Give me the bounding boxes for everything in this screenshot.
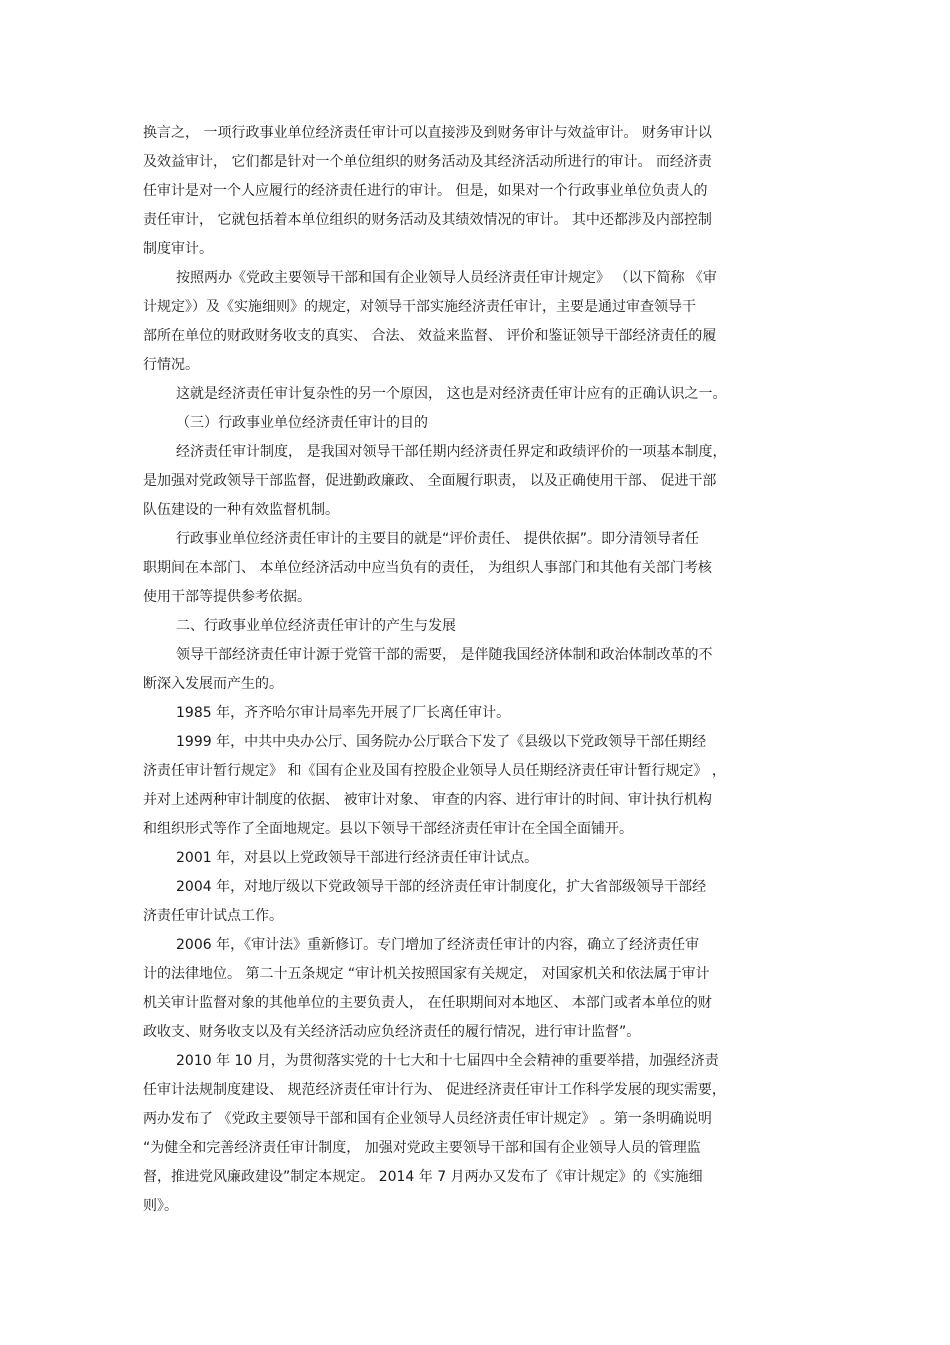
text-line: 计的法律地位。 第二十五条规定 “审计机关按照国家有关规定， 对国家机关和依法属于审计 — [143, 966, 710, 982]
text-line: 行情况。 — [143, 357, 199, 373]
text-line: 二、行政事业单位经济责任审计的产生与发展 — [176, 618, 456, 634]
text-line: 机关审计监督对象的其他单位的主要负责人， 在任职期间对本地区、 本部门或者本单位的财 — [143, 995, 712, 1011]
text-line: 济责任审计暂行规定》 和《国有企业及国有控股企业领导人员任期经济责任审计暂行规定》 ， — [143, 763, 726, 779]
text-line: 队伍建设的一种有效监督机制。 — [143, 502, 339, 518]
text-line: 1985 年，齐齐哈尔审计局率先开展了厂长离任审计。 — [176, 705, 511, 721]
text-line: 制度审计。 — [143, 241, 213, 257]
text-line: 职期间在本部门、 本单位经济活动中应当负有的责任， 为组织人事部门和其他有关部门考核 — [143, 560, 712, 576]
text-line: 这就是经济责任审计复杂性的另一个原因， 这也是对经济责任审计应有的正确认识之一。 — [176, 386, 727, 402]
text-line: （三）行政事业单位经济责任审计的目的 — [176, 415, 428, 431]
text-line: 政收支、财务收支以及有关经济活动应负经济责任的履行情况，进行审计监督”。 — [143, 1024, 641, 1040]
text-line: 济责任审计试点工作。 — [143, 908, 283, 924]
text-line: 2001 年，对县以上党政领导干部进行经济责任审计试点。 — [176, 850, 539, 866]
text-line: 2010 年 10 月，为贯彻落实党的十七大和十七届四中全会精神的重要举措，加强经济责 — [176, 1053, 719, 1069]
text-line: 领导干部经济责任审计源于党管干部的需要， 是伴随我国经济体制和政治体制改革的不 — [176, 647, 713, 663]
text-line: 是加强对党政领导干部监督，促进勤政廉政、 全面履行职责， 以及正确使用干部、 促进干部 — [143, 473, 717, 489]
text-line: 计规定》）及《实施细则》的规定，对领导干部实施经济责任审计，主要是通过审查领导干 — [143, 299, 696, 315]
text-line: “为健全和完善经济责任审计制度， 加强对党政主要领导干部和国有企业领导人员的管理监 — [143, 1140, 701, 1156]
text-line: 和组织形式等作了全面地规定。县以下领导干部经济责任审计在全国全面铺开。 — [143, 821, 633, 837]
text-line: 2004 年，对地厅级以下党政领导干部的经济责任审计制度化，扩大省部级领导干部经 — [176, 879, 707, 895]
text-line: 责任审计， 它就包括着本单位组织的财务活动及其绩效情况的审计。 其中还都涉及内部控制 — [143, 212, 712, 228]
text-line: 及效益审计， 它们都是针对一个单位组织的财务活动及其经济活动所进行的审计。 而经济责 — [143, 154, 712, 170]
text-line: 任审计法规制度建设、 规范经济责任审计行为、 促进经济责任审计工作科学发展的现实需要， — [143, 1082, 726, 1098]
text-line: 换言之， 一项行政事业单位经济责任审计可以直接涉及到财务审计与效益审计。 财务审计以 — [143, 125, 712, 141]
text-line: 任审计是对一个人应履行的经济责任进行的审计。 但是，如果对一个行政事业单位负责人的 — [143, 183, 708, 199]
text-line: 两办发布了 《党政主要领导干部和国有企业领导人员经济责任审计规定》 。第一条明确说明 — [143, 1111, 712, 1127]
text-line: 2006 年，《审计法》重新修订。专门增加了经济责任审计的内容，确立了经济责任审 — [176, 937, 700, 953]
text-line: 使用干部等提供参考依据。 — [143, 589, 311, 605]
text-line: 1999 年，中共中央办公厅、国务院办公厅联合下发了《县级以下党政领导干部任期经 — [176, 734, 707, 750]
text-line: 经济责任审计制度， 是我国对领导干部任期内经济责任界定和政绩评价的一项基本制度， — [176, 444, 727, 460]
text-line: 则》。 — [143, 1198, 178, 1214]
text-line: 按照两办《党政主要领导干部和国有企业领导人员经济责任审计规定》 （以下简称 《审 — [176, 270, 717, 286]
text-line: 断深入发展而产生的。 — [143, 676, 283, 692]
text-line: 督，推进党风廉政建设”制定本规定。 2014 年 7 月两办又发布了《审计规定》的《实施细 — [143, 1169, 703, 1185]
text-line: 部所在单位的财政财务收支的真实、 合法、 效益来监督、 评价和鉴证领导干部经济责任的履 — [143, 328, 717, 344]
text-line: 行政事业单位经济责任审计的主要目的就是“评价责任、 提供依据”。即分清领导者任 — [176, 531, 699, 547]
text-line: 并对上述两种审计制度的依据、 被审计对象、 审查的内容、进行审计的时间、审计执行机构 — [143, 792, 712, 808]
